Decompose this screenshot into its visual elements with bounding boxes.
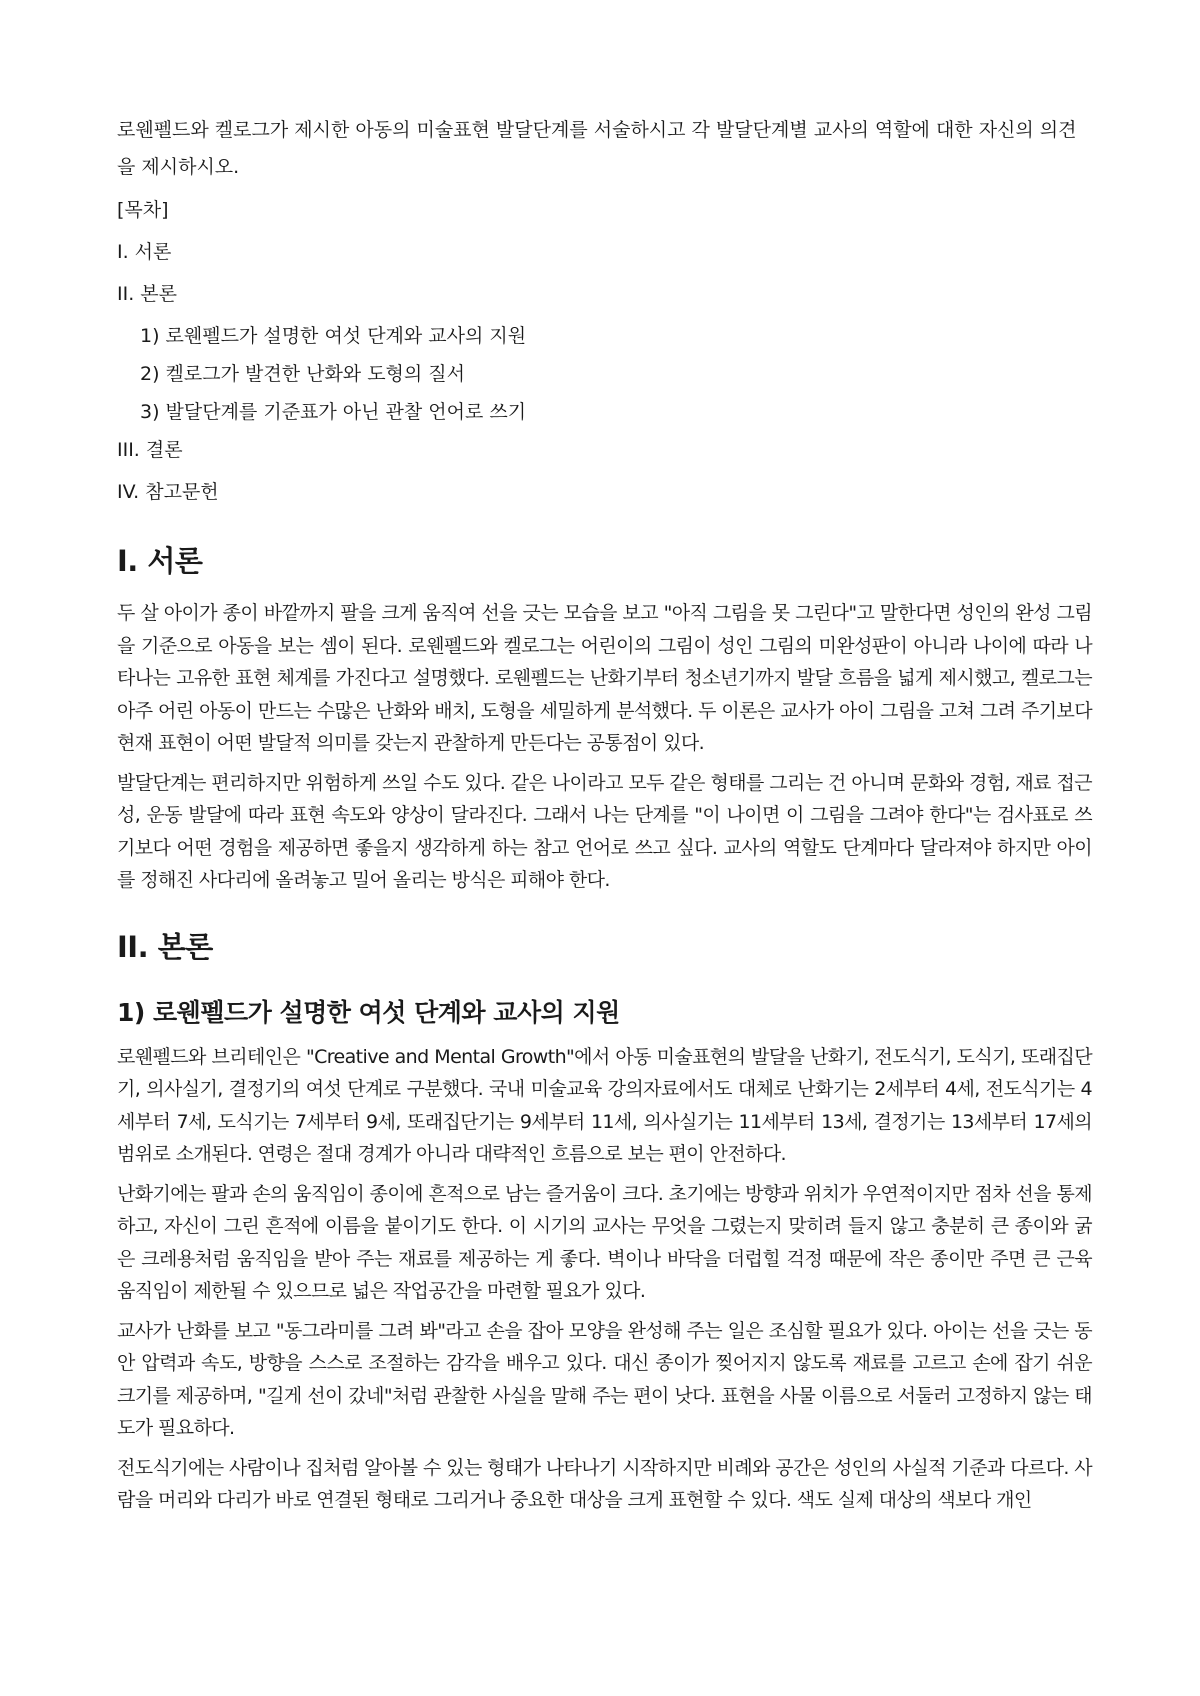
toc-item-intro: I. 서론 [117,241,172,263]
toc-item-conclusion: III. 결론 [117,439,183,461]
toc-item-body: II. 본론 [117,283,177,305]
toc-subitem-3: 3) 발달단계를 기준표가 아닌 관찰 언어로 쓰기 [140,401,527,423]
section-1-paragraph-2: 난화기에는 팔과 손의 움직임이 종이에 흔적으로 남는 즐거움이 크다. 초기에는 방향과 위치가 우연적이지만 점차 선을 통제하고, 자신이 그린 흔적에 이름을 붙이기도 한다. 이 시기의 교사는 무엇을 그렸는지 맞히려 들지 않고 충분히 큰 종이와 굵은 크레용처럼 움직임을 받아 주는 재료를 제공하는 게 좋다. 벽이나 바닥을 더럽힐 걱정 때문에 작은 종이만 주면 큰 근육 움직임이 제한될 수 있으므로 넓은 작업공간을 마련할 필요가 있다. [117,1182,1092,1302]
section-1-paragraph-1: 로웬펠드와 브리테인은 "Creative and Mental Growth"에서 아동 미술표현의 발달을 난화기, 전도식기, 도식기, 또래집단기, 의사실기, 결정기의 여섯 단계로 구분했다. 국내 미술교육 강의자료에서도 대체로 난화기는 2세부터 4세, 전도식기는 4세부터 7세, 도식기는 7세부터 9세, 또래집단기는 9세부터 11세, 의사실기는 11세부터 13세, 결정기는 13세부터 17세의 범위로 소개된다. 연령은 절대 경계가 아니라 대략적인 흐름으로 보는 편이 안전하다. [117,1045,1092,1165]
assignment-question: 로웬펠드와 켈로그가 제시한 아동의 미술표현 발달단계를 서술하시고 각 발달단계별 교사의 역할에 대한 자신의 의견을 제시하시오. [117,119,1077,178]
section-1-paragraph-4: 전도식기에는 사람이나 집처럼 알아볼 수 있는 형태가 나타나기 시작하지만 비례와 공간은 성인의 사실적 기준과 다르다. 사람을 머리와 다리가 바로 연결된 형태로 그리거나 중요한 대상을 크게 표현할 수 있다. 색도 실제 대상의 색보다 개인 [117,1456,1092,1511]
intro-paragraph-2: 발달단계는 편리하지만 위험하게 쓰일 수도 있다. 같은 나이라고 모두 같은 형태를 그리는 건 아니며 문화와 경험, 재료 접근성, 운동 발달에 따라 표현 속도와 양상이 달라진다. 그래서 나는 단계를 "이 나이면 이 그림을 그려야 한다"는 검사표로 쓰기보다 어떤 경험을 제공하면 좋을지 생각하게 하는 참고 언어로 쓰고 싶다. 교사의 역할도 단계마다 달라져야 하지만 아이를 정해진 사다리에 올려놓고 밀어 올리는 방식은 피해야 한다. [117,771,1092,891]
intro-paragraph-1: 두 살 아이가 종이 바깥까지 팔을 크게 움직여 선을 긋는 모습을 보고 "아직 그림을 못 그린다"고 말한다면 성인의 완성 그림을 기준으로 아동을 보는 셈이 된다. 로웬펠드와 켈로그는 어린이의 그림이 성인 그림의 미완성판이 아니라 나이에 따라 나타나는 고유한 표현 체계를 가진다고 설명했다. 로웬펠드는 난화기부터 청소년기까지 발달 흐름을 넓게 제시했고, 켈로그는 아주 어린 아동이 만드는 수많은 난화와 배치, 도형을 세밀하게 분석했다. 두 이론은 교사가 아이 그림을 고쳐 그려 주기보다 현재 표현이 어떤 발달적 의미를 갖는지 관찰하게 만든다는 공통점이 있다. [117,602,1092,754]
section-1-paragraph-3: 교사가 난화를 보고 "동그라미를 그려 봐"라고 손을 잡아 모양을 완성해 주는 일은 조심할 필요가 있다. 아이는 선을 긋는 동안 압력과 속도, 방향을 스스로 조절하는 감각을 배우고 있다. 대신 종이가 찢어지지 않도록 재료를 고르고 손에 잡기 쉬운 크기를 제공하며, "길게 선이 갔네"처럼 관찰한 사실을 말해 주는 편이 낫다. 표현을 사물 이름으로 서둘러 고정하지 않는 태도가 필요하다. [117,1319,1092,1439]
table-of-contents [117,195,1092,507]
intro-heading: I. 서론 [117,544,203,578]
body-heading: II. 본론 [117,929,213,964]
toc-subitem-2: 2) 켈로그가 발견한 난화와 도형의 질서 [140,363,466,385]
toc-heading: [목차] [117,199,169,221]
section-1-heading: 1) 로웬펠드가 설명한 여섯 단계와 교사의 지원 [117,997,620,1027]
toc-item-references: IV. 참고문헌 [117,481,219,503]
toc-subitem-1: 1) 로웬펠드가 설명한 여섯 단계와 교사의 지원 [140,325,527,347]
